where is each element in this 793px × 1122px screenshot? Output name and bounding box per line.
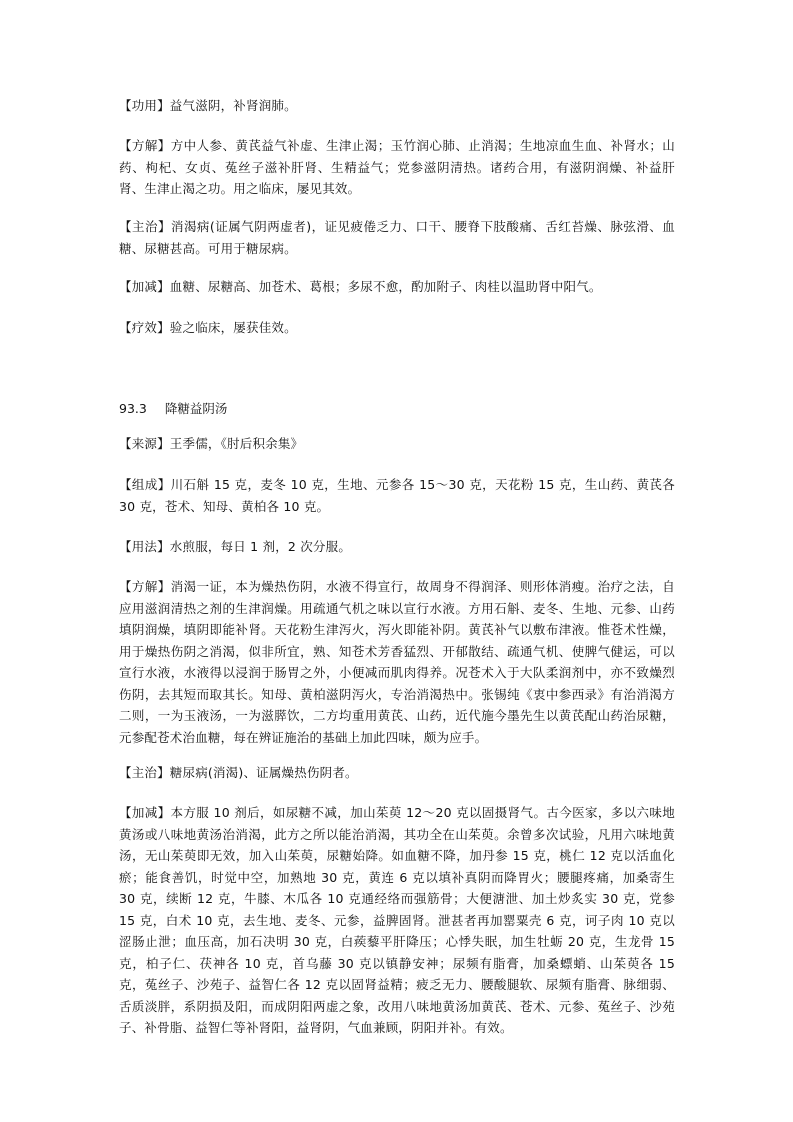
paragraph-zhuzhi-2: 【主治】糖尿病(消渴)、证属燥热伤阴者。 <box>119 765 358 780</box>
section-heading <box>119 398 227 420</box>
paragraph-liaoxiao: 【疗效】验之临床，屡获佳效。 <box>119 320 297 335</box>
section-title: 降糖益阴汤 <box>164 401 228 416</box>
paragraph-yongfa: 【用法】水煎服，每日 1 剂，2 次分服。 <box>119 539 352 554</box>
paragraph-jiajian-2: 【加减】本方服 10 剂后，如尿糖不减，加山茱萸 12～20 克以固摄肾气。古今医家，多以六味地黄汤或八味地黄汤治消渴，此方之所以能治消渴，其功全在山茱萸。余曾多次试验，凡用六味地黄汤，无山茱萸即无效，加入山茱萸，尿糖始降。如血糖不降，加丹参 15 克，桃仁 12 克以活血化瘀；能食善饥，时觉中空，加熟地 30 克，黄连 6 克以填补真阴而降胃火；腰腿疼痛，加桑寄生 30 克，续断 12 克，牛膝、木瓜各 10 克通经络而强筋骨；大便溏泄、加土炒炙实 30 克，党参 15 克，白术 10 克，去生地、麦冬、元参，益脾固肾。泄甚者再加罂粟壳 6 克，诃子肉 10 克以涩肠止泄；血压高，加石决明 30 克，白蒺藜平肝降压；心悸失眠，加生牡蛎 20 克，生龙骨 15 克，柏子仁、茯神各 10 克，首乌藤 30 克以镇静安神；尿频有脂膏，加桑螵蛸、山茱萸各 15 克，菟丝子、沙苑子、益智仁各 12 克以固肾益精；疲乏无力、腰酸腿软、尿频有脂膏、脉细弱、舌质淡胖，系阴损及阳，而成阴阳两虚之象，改用八味地黄汤加黄芪、苍术、元参、菟丝子、沙苑子、补骨脂、益智仁等补肾阳，益肾阴，气血兼顾，阴阳并补。有效。 <box>119 805 675 1035</box>
paragraph-zucheng: 【组成】川石斛 15 克，麦冬 10 克，生地、元参各 15～30 克，天花粉 15 克，生山药、黄芪各 30 克，苍术、知母、黄柏各 10 克。 <box>119 477 675 514</box>
paragraph-laiyuan: 【来源】王季儒，《肘后积余集》 <box>119 436 304 451</box>
paragraph-zhuzhi-1: 【主治】消渴病(证属气阴两虚者)，证见疲倦乏力、口干、腰脊下肢酸痛、舌红苔燥、脉弦滑、血糖、尿糖甚高。可用于糖尿病。 <box>119 219 675 256</box>
paragraph-fangjie-1: 【方解】方中人参、黄芪益气补虚、生津止渴；玉竹润心肺、止消渴；生地凉血生血、补肾水；山药、枸杞、女贞、菟丝子滋补肝肾、生精益气；党参滋阴清热。诸药合用，有滋阴润燥、补益肝肾、生津止渴之功。用之临床，屡见其效。 <box>119 138 675 196</box>
section-number: 93.3 <box>119 401 147 416</box>
paragraph-fangjie-2: 【方解】消渴一证，本为燥热伤阴，水液不得宣行，故周身不得润泽、则形体消瘦。治疗之法，自应用滋润清热之剂的生津润燥。用疏通气机之味以宣行水液。方用石斛、麦冬、生地、元参、山药填阴润燥，填阴即能补肾。天花粉生津泻火，泻火即能补阴。黄芪补气以敷布津液。惟苍术性燥，用于燥热伤阴之消渴，似非所宜，熟、知苍术芳香猛烈、开郁散结、疏通气机、使脾气健运，可以宣行水液，水液得以浸润于肠胃之外，小便减而肌肉得养。况苍术入于大队柔润剂中，亦不致燥烈伤阴，去其短而取其长。知母、黄柏滋阴泻火，专治消渴热中。张锡纯《衷中参西录》有治消渴方二则，一为玉液汤，一为滋膵饮，二方均重用黄芪、山药，近代施今墨先生以黄芪配山药治尿糖，元参配苍术治血糖，每在辨证施治的基础上加此四味，颇为应手。 <box>119 579 675 745</box>
paragraph-jiajian-1: 【加减】血糖、尿糖高、加苍术、葛根；多尿不愈，酌加附子、肉桂以温助肾中阳气。 <box>119 279 602 294</box>
paragraph-gongyong: 【功用】益气滋阴，补肾润肺。 <box>119 98 297 113</box>
